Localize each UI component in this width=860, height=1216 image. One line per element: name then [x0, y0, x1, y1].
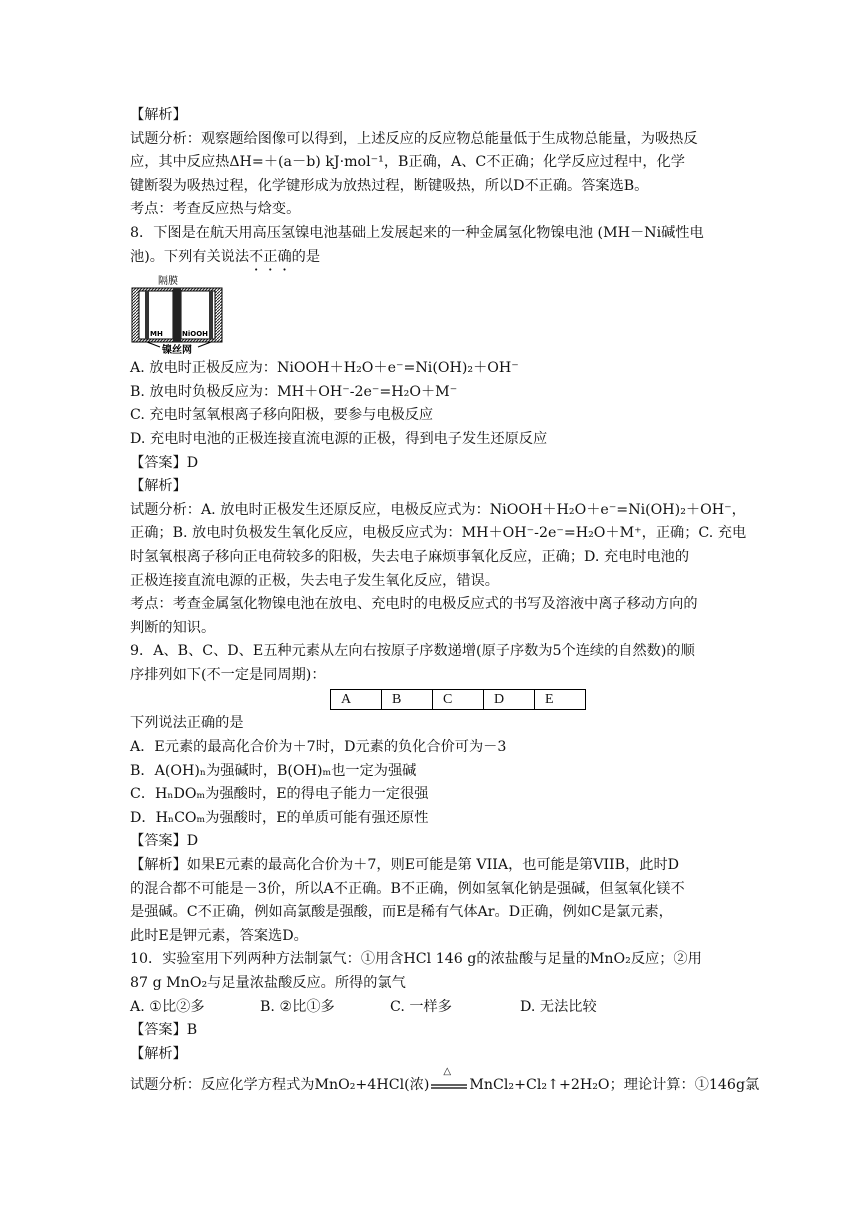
battery-diagram: [130, 273, 230, 355]
answer-line: 【答案】B: [130, 1022, 198, 1039]
table-row: [331, 690, 586, 710]
analysis-line: 此时E是钾元素，答案选D。: [130, 927, 308, 944]
question-9-stem-2: 序排列如下(不一定是同周期)：: [130, 666, 326, 683]
left-electrode-label: MH: [150, 330, 163, 339]
analysis-line: 正确；B. 放电时负极发生氧化反应，电极反应式为：MH＋OH⁻-2e⁻=H₂O＋M⁺，正确；C. 充电: [130, 525, 747, 542]
kaodian-line: 考点：考查金属氢化物镍电池在放电、充电时的电极反应式的书写及溶液中离子移动方向的: [130, 596, 698, 613]
equation-prefix: 试题分析：反应化学方程式为MnO₂+4HCl(浓): [130, 1077, 430, 1094]
analysis-line: 应，其中反应热ΔH=＋(a－b) kJ·mol⁻¹，B正确，A、C不正确；化学反应过程中，化学: [130, 154, 685, 171]
stem-text: 池)。下列有关说法: [130, 248, 250, 265]
question-prompt: 下列说法正确的是: [130, 715, 244, 732]
option-c: C. 一样多: [390, 998, 452, 1015]
table-cell: B: [382, 690, 433, 710]
analysis-equation-line: [130, 1066, 760, 1098]
analysis-tag: 【解析】: [130, 478, 187, 495]
option-b: B. ②比①多: [260, 998, 335, 1015]
analysis-line: 键断裂为吸热过程，化学键形成为放热过程，断键吸热，所以D不正确。答案选B。: [130, 177, 649, 194]
options-row: [130, 996, 730, 1020]
analysis-tag: 【解析】: [130, 1045, 187, 1062]
kaodian-line: 判断的知识。: [130, 619, 216, 636]
question-9-stem: 9．A、B、C、D、E五种元素从左向右按原子序数递增(原子序数为5个连续的自然数)的顺: [130, 643, 695, 660]
option-a: A. ①比②多: [130, 998, 205, 1015]
document-page: [130, 104, 760, 1098]
reaction-condition: [429, 1066, 469, 1093]
analysis-line: 时氢氧根离子移向正电荷较多的阳极，失去电子麻烦事氧化反应，正确；D. 充电时电池的: [130, 548, 690, 565]
question-10-stem-2: 87 g MnO₂与足量浓盐酸反应。所得的氯气: [130, 975, 406, 991]
kaodian-line: 考点：考查反应热与焓变。: [130, 201, 301, 218]
table-cell: E: [535, 690, 586, 710]
right-electrode: [209, 291, 213, 339]
question-8-stem: 8．下图是在航天用高压氢镍电池基础上发展起来的一种金属氢化物镍电池 (MH－Ni碱性电: [130, 224, 704, 241]
table-cell: A: [331, 690, 382, 710]
analysis-line: 正极连接直流电源的正极，失去电子发生氧化反应，错误。: [130, 572, 499, 589]
analysis-line: 的混合都不可能是－3价，所以A不正确。B不正确，例如氢氧化钠是强碱，但氢氧化镁不: [130, 880, 685, 897]
question-10-stem: 10．实验室用下列两种方法制氯气：①用含HCl 146 g的浓盐酸与足量的MnO₂反应；②用: [130, 951, 702, 968]
answer-line: 【答案】D: [130, 833, 199, 850]
battery-diagram-svg: [130, 273, 230, 355]
right-electrode-label: NiOOH: [182, 330, 209, 339]
heat-symbol: △: [443, 1066, 452, 1078]
table-cell: D: [484, 690, 535, 710]
left-electrode: [145, 291, 149, 339]
equation-suffix: MnCl₂+Cl₂↑+2H₂O；理论计算：①146g氯: [469, 1077, 760, 1094]
diagram-bottom-label: 镍丝网: [162, 345, 192, 356]
analysis-line: 【解析】如果E元素的最高化合价为＋7，则E可能是第 VIIA，也可能是第VIIB，此时D: [130, 857, 680, 874]
answer-line: 【答案】D: [130, 454, 199, 471]
table-cell: C: [433, 690, 484, 710]
analysis-tag: 【解析】: [130, 107, 187, 123]
analysis-line: 试题分析：A. 放电时正极发生还原反应，电极反应式为：NiOOH＋H₂O＋e⁻=Ni(OH)₂＋OH⁻，: [130, 501, 746, 518]
analysis-line: 试题分析：观察题给图像可以得到，上述反应的反应物总能量低于生成物总能量，为吸热反: [130, 130, 698, 147]
option-line: D. 充电时电池的正极连接直流电源的正极，得到电子发生还原反应: [130, 430, 548, 447]
option-d: D. 无法比较: [520, 998, 597, 1015]
option-line: C．HₙDOₘ为强酸时，E的得电子能力一定很强: [130, 786, 429, 803]
diagram-top-label: 隔膜: [158, 276, 178, 288]
element-order-table: [330, 689, 586, 710]
option-line: B．A(OH)ₙ为强碱时，B(OH)ₘ也一定为强碱: [130, 762, 417, 779]
option-line: A. 放电时正极反应为：NiOOH＋H₂O＋e⁻=Ni(OH)₂＋OH⁻: [130, 360, 519, 377]
separator: [173, 288, 181, 342]
option-line: D．HₙCOₘ为强酸时，E的单质可能有强还原性: [130, 809, 429, 826]
emphasis-char: 正: [263, 248, 278, 265]
option-line: C. 充电时氢氧根离子移向阳极，要参与电极反应: [130, 407, 434, 424]
analysis-line: 是强碱。C不正确，例如高氯酸是强酸，而E是稀有气体Ar。D正确，例如C是氯元素，: [130, 904, 673, 921]
question-8-stem-2: [130, 246, 730, 270]
stem-text: 的是: [291, 248, 321, 265]
emphasis-char: 确: [277, 248, 292, 265]
option-line: B. 放电时负极反应为：MH＋OH⁻-2e⁻=H₂O＋M⁻: [130, 383, 458, 400]
option-line: A．E元素的最高化合价为＋7时，D元素的负化合价可为－3: [130, 739, 507, 756]
emphasis-char: 不: [249, 248, 264, 265]
